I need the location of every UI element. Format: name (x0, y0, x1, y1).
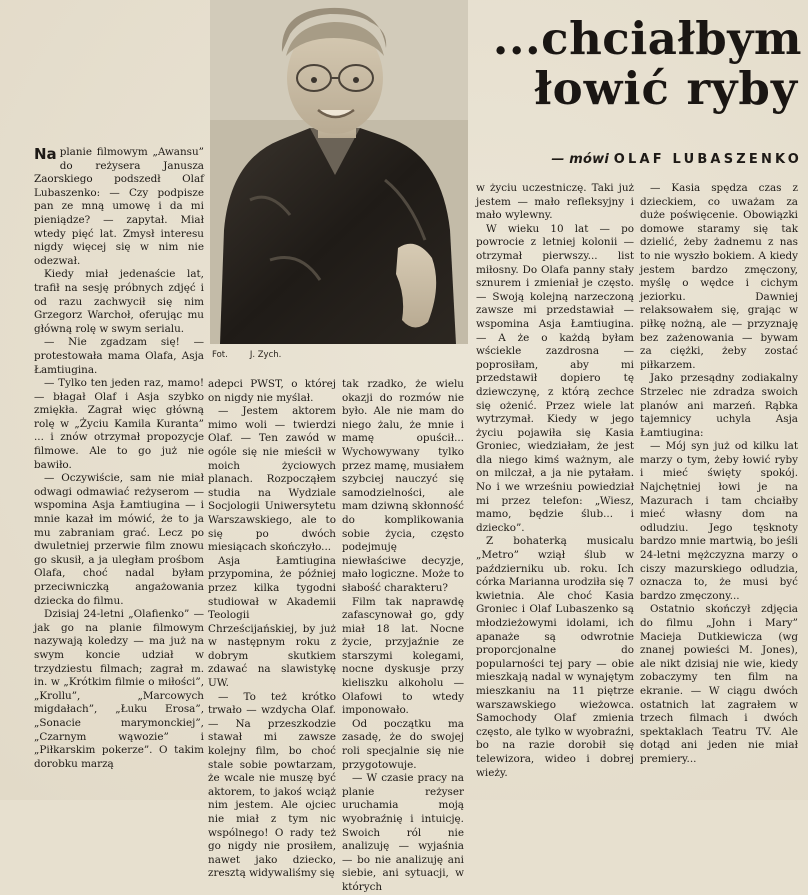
paragraph: — Tylko ten jeden raz, mamo! — błagał Olaf i Asja szybko zmiękła. Zagrał więc główną rolę w „Życiu Kamila Kurantа” ... i znów otrzymał propozycje filmowe. Ale to go już nie bawiło. (34, 377, 204, 471)
portrait-photo (210, 0, 468, 344)
paragraph: tak rzadko, że wielu okazji do rozmów nie było. Ale nie mam do niego żalu, że mnie i mamę opuścił... Wychowywany tylko przez mamę, musiałem szybciej nauczyć się samodzielności, ale mam dziwną skłonność do komplikowania sobie życia, często podejmuję niewłaściwe decyzje, mało logiczne. Może to słabość charakteru? (342, 378, 464, 594)
paragraph: Z bohaterką musicalu „Metro” wziął ślub w październiku ub. roku. Ich córka Marianna urodziła się 7 kwietnia. Ale choć Kasia Groniec i Olaf Lubaszenko są młodzieżowymi idolami, ich apanaże są odwrotnie proporcjonalne do popularności tej pary — obie mieszkają nadal w wynajętym mieszkaniu na 11 piętrze warszawskiego wieżowca. Samochody Olaf zmienia często, ale tylko w wyobraźni, bo na razie dorobił się telewizora, wideo i dobrej wieży. (476, 535, 634, 779)
text-column-3 (342, 378, 464, 895)
paragraph: — Nie zgadzam się! — protestowała mama Olafa, Asja Łamtiugina. (34, 336, 204, 376)
paragraph: Od początku ma zasadę, że do swojej roli specjalnie się nie przygotowuje. (342, 717, 464, 771)
title-line-1: ...chciałbym (492, 12, 802, 65)
byline (500, 152, 802, 167)
byline-name: OLAF LUBASZENKO (613, 152, 802, 167)
paragraph: — Jestem aktorem mimo woli — twierdzi Olaf. — Ten zawód w ogóle się nie mieścił w moich życiowych planach. Rozpocząłem studia na Wydziale Socjologii Uniwersytetu Warszawskiego, ale to się po dwóch miesiącach skończyło... (208, 405, 336, 554)
portrait-illustration (210, 0, 468, 344)
paragraph: adepci PWST, o której on nigdy nie myślał. (208, 378, 336, 404)
text-column-2 (208, 378, 336, 881)
text-column-4 (476, 182, 634, 780)
paragraph: Film tak naprawdę zafascynował go, gdy miał 18 lat. Nocne życie, przyjaźnie ze starszymi kolegami, nocne dyskusje przy kieliszku alkoholu — Olafowi to wtedy imponowało. (342, 595, 464, 717)
paragraph: Jako przesądny zodiakalny Strzelec nie zdradza swoich planów ani marzeń. Rąbka tajemnicy uchyla Asja Łamtiugina: (640, 372, 798, 439)
paragraph: Dzisiaj 24-letni „Olafienko” — jak go na planie filmowym nazywają koledzy — ma już na swym koncie udział w trzydziestu filmach; zagrał m. in. w „Krótkim filmie o miłości”, „Krollu”, „Marcowych migdałach”, „Łuku Erosa”, „Sonacie marymonckiej”, „Czarnym wąwozie” i „Piłkarskim pokerze”. O takim dorobku marzą (34, 608, 204, 770)
paragraph: Asja Łamtiugina przypomina, że później przez kilka tygodni studiował w Akademii Teologii Chrześcijańskiej, by już w następnym roku z dobrym skutkiem zdawać na slawistykę UW. (208, 554, 336, 690)
paragraph: W wieku 10 lat — po powrocie z letniej kolonii — otrzymał pierwszy... list miłosny. Do Olafa panny stały sznurem i zmieniał je często. — Swoją kolejną narzeczoną zawsze mi przedstawiał — wspomina Asja Łamtiugina. — A że o każdą byłam wściekle zazdrosna — poprosiłam, aby mi przedstawił dopiero tę dziewczynę, z którą zechce się ożenić. Przez wiele lat wytrzymał. Kiedy w jego życiu pojawiła się Kasia Groniec, wiedziałam, że jest dla niego kimś ważnym, ale on milczał, a ja nie pytałam. No i we wrześniu powiedział mi przez telefon: „Wiesz, mamo, będzie ślub... i dziecko”. (476, 222, 634, 534)
paragraph: Kiedy miał jedenaście lat, trafił na sesję próbnych zdjęć i od razu zachwycił się nim Grzegorz Warchoł, oferując mu główną rolę w swym serialu. (34, 268, 204, 335)
caption-credit: J. Zych. (249, 350, 282, 360)
photo-caption (212, 350, 468, 360)
paragraph (34, 146, 204, 268)
paragraph: — W czasie pracy na planie reżyser uruchamia moją wyobraźnię i intuicję. Swoich ról nie analizuję — wyjaśnia — bo nie analizuję ani siebie, ani sytuacji, w których (342, 772, 464, 893)
paragraph: Ostatnio skończył zdjęcia do filmu „John i Mary” Macieja Dutkiewicza (wg znanej powieści M. Jones), ale nikt dzisiaj nie wie, kiedy zobaczymy ten film na ekranie. — W ciągu dwóch ostatnich lat zagrałem w trzech filmach i dwóch spektaklach Teatru TV. Ale dotąd ani jeden nie miał premiery... (640, 603, 798, 765)
text-column-5 (640, 182, 798, 767)
paragraph: — Kasia spędza czas z dzieckiem, co uważam za duże poświęcenie. Obowiązki domowe staramy się tak dzielić, żeby żadnemu z nas to nie wyszło bokiem. A kiedy jestem bardzo zmęczony, myślę o wędce i cichym jeziorku. Dawniej relaksowałem się, grając w piłkę nożną, ale — przyznaję bez zażenowania — bywam za ciężki, żeby zostać piłkarzem. (640, 182, 798, 371)
paragraph: — To też krótko trwało — wzdycha Olaf. — Na przeszkodzie stawał mi zawsze kolejny film, bo choć stale sobie powtarzam, że wcale nie muszę być aktorem, to jakoś wciąż nim jestem. Ale ojciec nie miał z tym nic wspólnego! O rady też go nigdy nie prosiłem, nawet jako dziecko, zresztą widywaliśmy się (208, 690, 336, 880)
byline-prefix: — mówi (551, 152, 610, 167)
title-line-2: łowić ryby (534, 62, 798, 115)
paragraph-text: planie filmowym „Awansu” do reżysera Janusza Zaorskiego podszedł Olaf Lubaszenko: — Czy podpisze pan ze mną umowę i da mi pieniądze? — zapytał. Miał wtedy pięć lat. Zmysł interesu nigdy więcej się w nim nie odezwał. (34, 146, 204, 267)
paragraph: — Oczywiście, sam nie miał odwagi odmawiać reżyserom — wspomina Asja Łamtiugina — i mnie kazał im mówić, że to ja mu zabraniam grać. Lecz po dwuletniej przerwie film znowu go skusił, a ja uległam prośbom Olafa, choć nadal byłam przeciwniczką angażowania dziecka do filmu. (34, 472, 204, 607)
article-title (486, 14, 802, 114)
paragraph: w życiu uczestniczę. Taki już jestem — mało refleksyjny i mało wylewny. (476, 182, 634, 222)
drop-cap: Na (34, 145, 57, 163)
paragraph: — Mój syn już od kilku lat marzy o tym, żeby łowić ryby i mieć święty spokój. Najchętniej łowi je na Mazurach i tam chciałby mieć własny dom na odludziu. Jego tęsknoty bardzo mnie martwią, bo jeśli 24-letni mężczyzna marzy o ciszy mazurskiego odludzia, oznacza to, że musi być bardzo zmęczony... (640, 440, 798, 602)
text-column-1 (34, 146, 204, 771)
caption-label: Fot. (212, 350, 228, 360)
